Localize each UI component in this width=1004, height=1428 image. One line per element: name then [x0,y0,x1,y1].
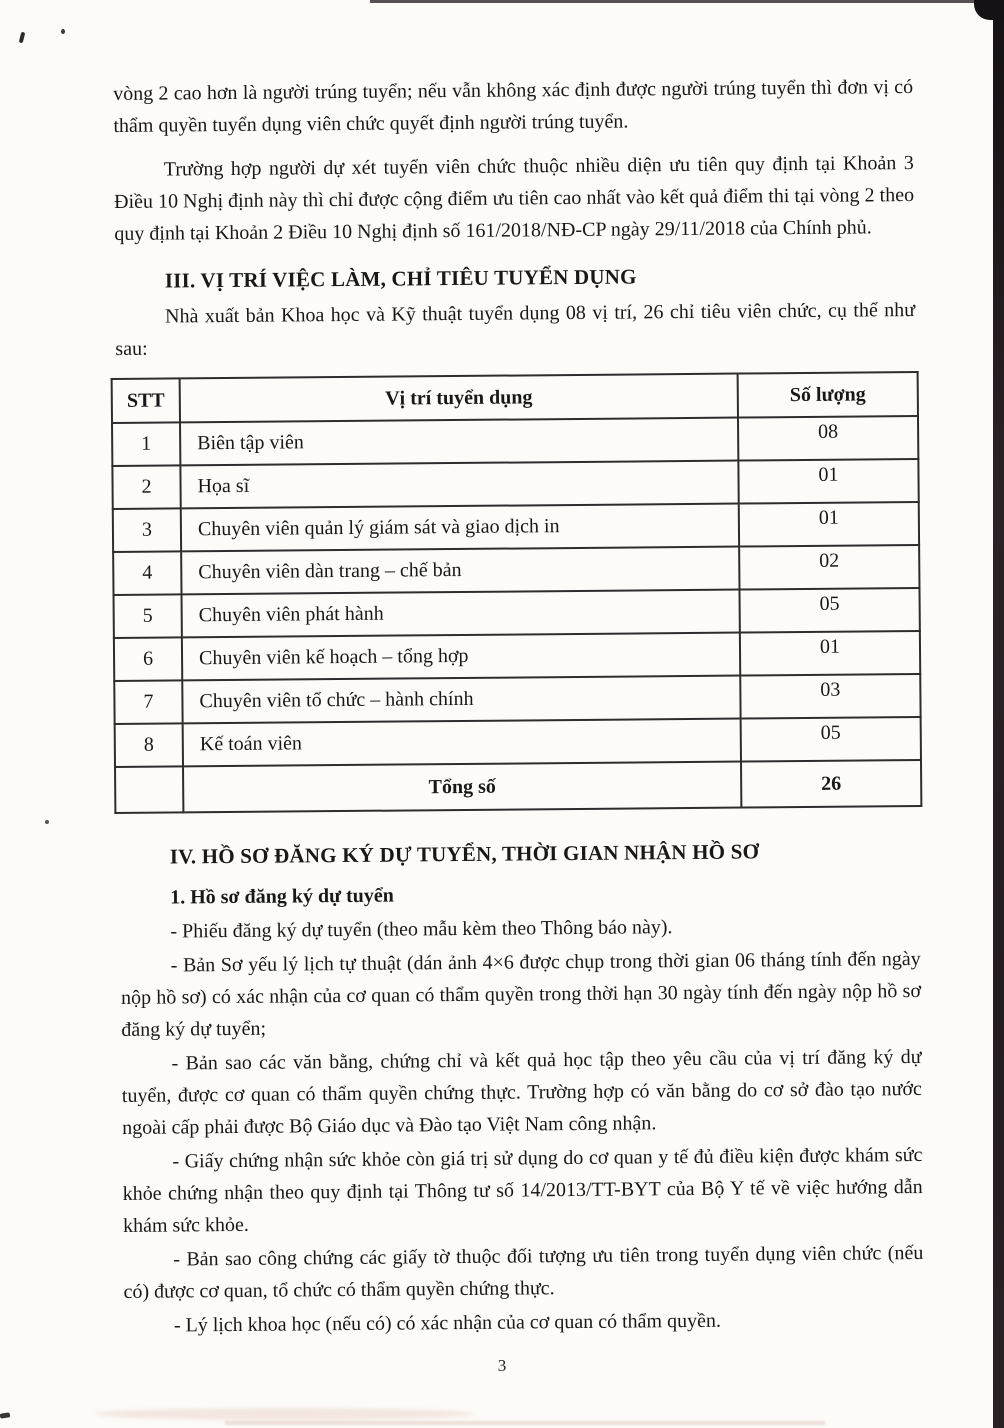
cell-position: Chuyên viên dàn trang – chế bản [181,547,739,595]
table-header-row [112,372,918,423]
cell-quantity: 01 [738,459,918,504]
col-header-position: Vị trí tuyển dụng [180,374,738,423]
section-heading-3: III. VỊ TRÍ VIỆC LÀM, CHỈ TIÊU TUYỂN DỤNG [164,264,637,293]
cell-quantity: 03 [740,674,920,719]
cell-stt: 1 [112,422,180,466]
table-total-row [115,760,921,813]
list-item: - Bản Sơ yếu lý lịch tự thuật (dán ảnh 4×6 được chụp trong thời gian 06 tháng tính đến ngày nộp hồ sơ) có xác nhận của cơ quan có thẩm quyền trong thời hạn 30 ngày tính đến ngày nộp hồ sơ đăng ký dự tuyển; [120,947,922,1041]
cell-stt: 6 [114,637,182,681]
cell-total-value: 26 [741,760,921,808]
cell-quantity: 01 [739,502,919,547]
scan-smudge [95,1408,475,1420]
paragraph-continuation: vòng 2 cao hơn là người trúng tuyển; nếu vẫn không xác định được người trúng tuyển thì đơn vị có thẩm quyền tuyển dụng viên chức quyết định người trúng tuyển. [113,76,914,137]
table-row [114,631,920,681]
col-header-quantity: Số lượng [738,372,918,418]
section-3-intro: Nhà xuất bản Khoa học và Kỹ thuật tuyển dụng 08 vị trí, 26 chỉ tiêu viên chức, cụ thể như sau: [115,299,916,360]
section-heading-4: IV. HỒ SƠ ĐĂNG KÝ DỰ TUYỂN, THỜI GIAN NHẬN HỒ SƠ [169,839,760,869]
list-item: - Phiếu đăng ký dự tuyển (theo mẫu kèm theo Thông báo này). [170,916,673,943]
cell-position: Chuyên viên kế hoạch – tổng hợp [182,633,740,681]
cell-quantity: 01 [740,631,920,676]
cell-quantity: 05 [741,717,921,762]
list-item: - Lý lịch khoa học (nếu có) có xác nhận của cơ quan có thẩm quyền. [173,1309,721,1337]
ink-dot [61,29,65,34]
cell-stt: 3 [113,508,181,552]
cell-position: Chuyên viên quản lý giám sát và giao dịch in [181,504,739,552]
table-row [112,416,918,466]
ink-dot [45,820,49,824]
table-row [114,674,920,724]
cell-quantity: 08 [738,416,918,461]
cell-stt: 8 [115,723,183,767]
cell-stt: 5 [114,594,182,638]
list-item: - Bản sao các văn bằng, chứng chỉ và kết quả học tập theo yêu cầu của vị trí đăng ký dự tuyển, được cơ quan có thẩm quyền chứng thực. Trường hợp có văn bằng do cơ sở đào tạo nước ngoài cấp phải được Bộ Giáo dục và Đào tạo Việt Nam công nhận. [121,1045,922,1139]
cell-stt: 4 [113,551,181,595]
cell-quantity: 05 [739,588,919,633]
recruitment-table [111,371,923,814]
document-body [113,71,924,1342]
list-item: - Giấy chứng nhận sức khỏe còn giá trị sử dụng do cơ quan y tế đủ điều kiện được khám sức khỏe chứng nhận theo quy định tại Thông tư số 14/2013/TT-BYT của Bộ Y tế về việc hướng dẫn khám sức khỏe. [122,1143,923,1237]
cell-position: Họa sĩ [180,461,738,509]
section-4-subheading: 1. Hồ sơ đăng ký dự tuyển [170,884,394,909]
cell-empty [115,766,183,813]
paragraph: Trường hợp người dự xét tuyển viên chức thuộc nhiều diện ưu tiên quy định tại Khoản 3 Điều 10 Nghị định này thì chỉ được cộng điểm ưu tiên cao nhất vào kết quả điểm thi tại vòng 2 theo quy định tại Khoản 2 Điều 10 Nghị định số 161/2018/NĐ-CP ngày 29/11/2018 của Chính phủ. [113,152,915,245]
cell-stt: 7 [114,680,182,724]
cell-total-label: Tổng số [183,762,741,813]
cell-position: Chuyên viên tổ chức – hành chính [182,676,740,724]
page-number: 3 [497,1356,507,1375]
cell-position: Biên tập viên [180,418,738,466]
col-header-stt: STT [112,378,180,423]
scan-corner-top-right [974,0,1004,20]
table-row [115,717,921,767]
table-row [114,588,920,638]
ink-mark [0,1412,10,1418]
cell-quantity: 02 [739,545,919,590]
table-row [113,545,919,595]
list-item: - Bản sao công chứng các giấy tờ thuộc đối tượng ưu tiên trong tuyển dụng viên chức (nếu có) được cơ quan, tổ chức có thẩm quyền chứng thực. [123,1241,924,1303]
table-row [113,502,919,552]
table-row [112,459,918,509]
cell-stt: 2 [112,465,180,509]
cell-position: Kế toán viên [183,719,741,767]
scan-edge-right [993,0,1004,1428]
cell-position: Chuyên viên phát hành [182,590,740,638]
scan-edge-top [370,0,1004,3]
scan-smudge [225,1421,825,1425]
ink-mark [19,32,26,44]
